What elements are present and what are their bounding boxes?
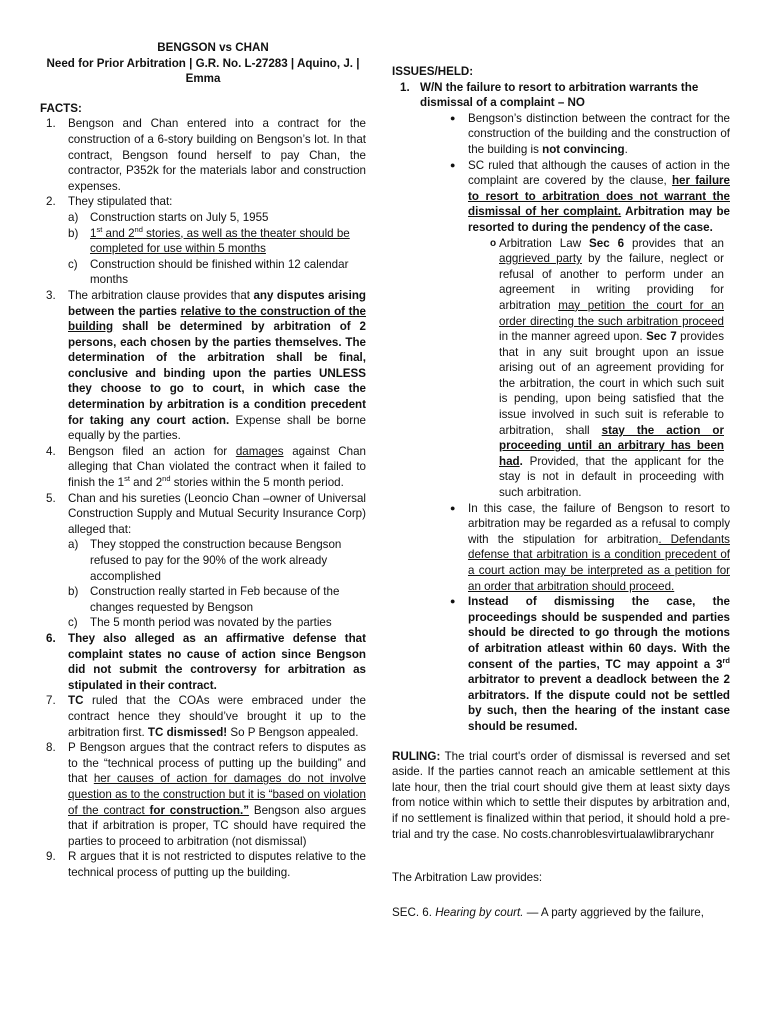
case-title-line3: Emma [185, 72, 221, 86]
fact-item: 1. Bengson and Chan entered into a contract for the construction of a 6-story building on Bengson’s lot. In that contract, Bengson found herself to pay Chan, the contractor, P352k for the materials labor and construction expenses. [46, 117, 366, 193]
issue-1-text: W/N the failure to resort to arbitration warrants the dismissal of a complaint – NO [420, 80, 699, 110]
case-title-line1: BENGSON vs CHAN [157, 41, 269, 54]
case-title-line2: Need for Prior Arbitration | G.R. No. L-27283 | Aquino, J. | [46, 56, 360, 70]
allegation-item: b) Construction really started in Feb because of the changes requested by Bengson [68, 585, 340, 614]
ruling-text: The trial court's order of dismissal is reversed and set aside. If the parties cannot reach an amicable settlement at this late hour, then the trial court should give them at least sixty days from notice within which to settle their disputes by arbitration and, if no settlement is finalized within that period, it should hold a pre-trial and try the case. No costs.chanroblesvirtualawlibrarychanr [392, 749, 730, 841]
stipulation-item: a) Construction starts on July 5, 1955 [68, 210, 269, 224]
sec6-text: — A party aggrieved by the failure, [526, 905, 704, 919]
fact-item: 3. The arbitration clause provides that any disputes arising between the parties relative to the construction of the building shall be determined by arbitration of 2 persons, each chosen by the parties themselves. The determination of the arbitration shall be final, conclusive and binding upon the parties UNLESS they choose to go to court, in which case the determination by arbitration is a condition precedent for taking any court action. Expense shall be borne equally by the parties. [46, 288, 367, 443]
facts-heading: FACTS: [40, 101, 82, 115]
issue-1: 1. W/N the failure to resort to arbitration warrants the dismissal of a complaint – NO [400, 80, 699, 110]
sec6-paragraph [392, 905, 730, 921]
ruling-label: RULING: [392, 749, 441, 763]
fact-item: 8. P Bengson argues that the contract refers to disputes as to the “technical process of putting up the building” and that her causes of action for damages do not involve question as to the construction but it is “based on violation of the contract for construction.” Bengson also argues that if arbitration is proper, TC should have required the parties to proceed to arbitration (not dismissal) [46, 741, 366, 848]
arbitration-law-note: o Arbitration Law Sec 6 provides that an aggrieved party by the failure, neglect or refusal of another to perform under an agreement in writing providing for arbitration may petition the court for an order directing the such arbitration proceed in the manner agreed upon. Sec 7 provides that in any suit brought upon an issue arising out of an agreement providing for the arbitration, the court in which such suit is pending, upon being satisfied that the issue involved in such suit is referable to arbitration, shall stay the action or proceeding until an arbitrary has been had. Provided, that the applicant for the stay is not in default in proceeding with such arbitration. [490, 236, 724, 500]
held-item: ● Bengson’s distinction between the contract for the construction of the building and the construction of the building is not convincing. [450, 111, 730, 156]
fact-item: 9. R argues that it is not restricted to disputes relative to the technical process of putting up the building. [46, 850, 366, 879]
right-column [392, 64, 730, 920]
held-list-2 [392, 501, 730, 735]
stipulation-item: c) Construction should be finished within 12 calendar months [68, 257, 349, 287]
allegation-item: a) They stopped the construction because Bengson refused to pay for the 90% of the work already accomplished [68, 538, 342, 583]
sec6-prefix: SEC. 6. [392, 905, 432, 919]
arbitration-law-intro: The Arbitration Law provides: [392, 871, 543, 885]
held-item: ● In this case, the failure of Bengson to resort to arbitration may be regarded as a refusal to comply with the stipulation for arbitration. Defendants defense that arbitration is a condition precedent of a court action may be interpreted as a petition for an order that arbitration should proceed. [450, 501, 730, 593]
allegations-list [68, 537, 366, 631]
sec6-title: Hearing by court. [435, 905, 524, 919]
ruling-paragraph [392, 749, 730, 843]
fact-item: 7. TC ruled that the COAs were embraced under the contract hence they should’ve brought it up to the arbitration first. TC dismissed! So P Bengson appealed. [46, 694, 366, 739]
facts-list [40, 116, 366, 880]
case-title [40, 40, 366, 87]
held-item: ● Instead of dismissing the case, the proceedings should be suspended and parties should be directed to go through the motions of arbitration atleast within 60 days. With the consent of the parties, TC may appoint a 3rd arbitrator to prevent a deadlock between the 2 arbitrators. If the dispute could not be settled by such, then the hearing of the instant case should be resumed. [450, 595, 730, 733]
fact-item: 2. They stipulated that: a) Construction starts on July 5, 1955 b) 1st and 2nd stories, as well as the theater should be completed for use within 5 months c) Construction should be finished within 12 calendar months [40, 194, 366, 288]
stipulation-item: b) 1st and 2nd stories, as well as the theater should be completed for use within 5 months [68, 224, 350, 256]
stipulations-list [68, 210, 366, 288]
issues-heading: ISSUES/HELD: [392, 65, 474, 78]
fact-item: 4. Bengson filed an action for damages against Chan alleging that Chan violated the contract when it failed to finish the 1st and 2nd stories within the 5 month period. [46, 444, 366, 490]
fact-item: 5. Chan and his sureties (Leoncio Chan –owner of Universal Construction Supply and Mutual Security Insurance Corp) alleged that: a) They stopped the construction because Bengson refused to pay for the 90% of the work already accomplished b) Construction really started in Feb because of the changes requested by Bengson c) The 5 month period was novated by the parties [46, 491, 366, 630]
fact-item: 6. They also alleged as an affirmative defense that complaint states no cause of action since Bengson did not submit the controversy for arbitration as stipulated in their contract. [46, 631, 366, 692]
held-list [392, 111, 730, 236]
allegation-item: c) The 5 month period was novated by the parties [68, 616, 332, 630]
held-item: ● SC ruled that although the causes of action in the complaint are covered by the clause, her failure to resort to arbitration does not warrant the dismissal of her complaint. Arbitration may be resorted to during the pendency of the case. [450, 158, 730, 234]
left-column [40, 40, 366, 880]
